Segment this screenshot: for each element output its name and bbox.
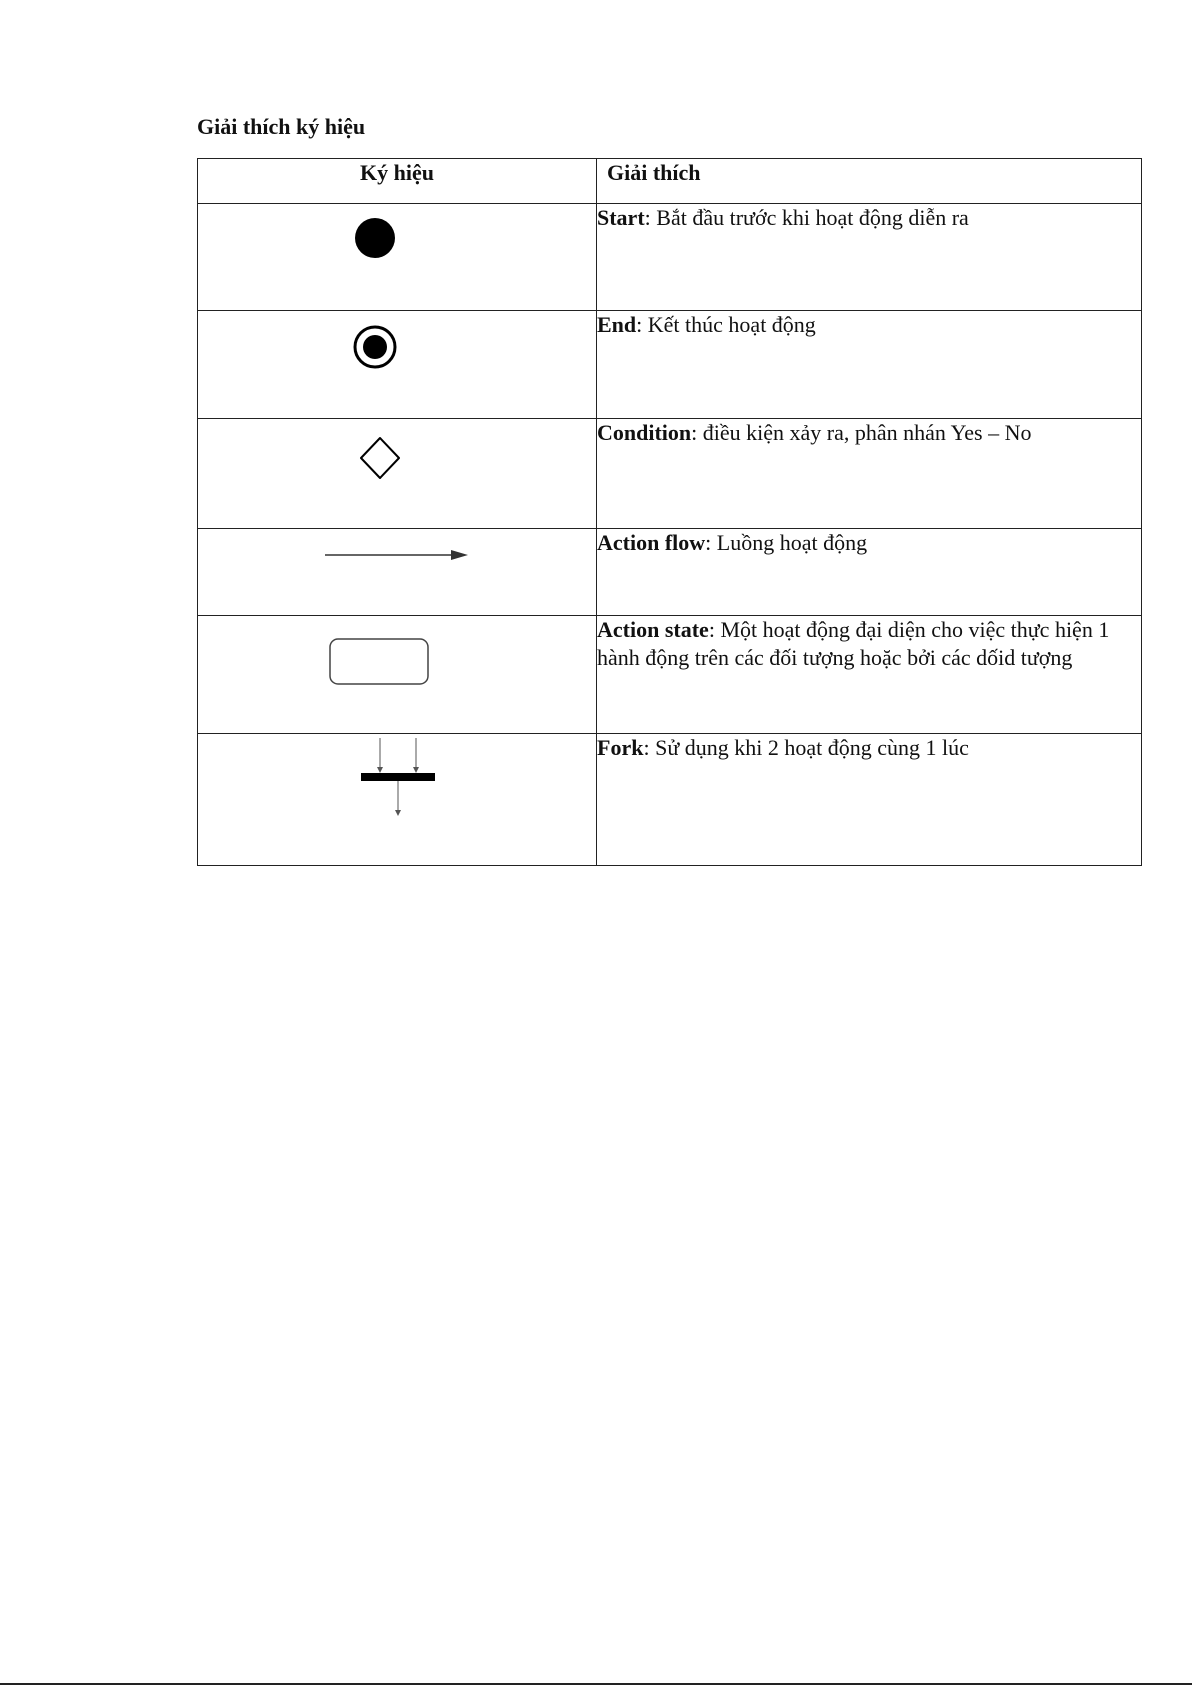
term-label: Fork (597, 735, 644, 760)
filled-circle-icon (198, 204, 597, 310)
table-row (198, 616, 1142, 734)
arrow-right-icon (198, 529, 597, 615)
explanation-column-header: Giải thích (597, 159, 1142, 204)
symbol-cell (198, 734, 597, 866)
table-row (198, 419, 1142, 529)
symbol-column-header: Ký hiệu (198, 159, 597, 204)
symbol-cell (198, 529, 597, 616)
table-row (198, 734, 1142, 866)
table-row (198, 529, 1142, 616)
section-heading: Giải thích ký hiệu (197, 114, 366, 139)
term-label: End (597, 312, 637, 337)
term-description: Bắt đầu trước khi hoạt động diễn ra (656, 205, 969, 230)
term-label: Condition (597, 420, 692, 445)
explanation-cell: Action flow: Luồng hoạt động (597, 529, 1142, 616)
explanation-cell: Action state: Một hoạt động đại diện cho việc thực hiện 1 hành động trên các đối tượng hoặc bởi các dốid tượng (597, 616, 1142, 734)
explanation-cell: Condition: điều kiện xảy ra, phân nhán Yes – No (597, 419, 1142, 529)
fork-bar-icon (198, 734, 597, 865)
table-row (198, 311, 1142, 419)
term-label: Start (597, 205, 645, 230)
term-label: Action state (597, 617, 709, 642)
symbol-legend-table (197, 158, 1142, 866)
diamond-icon (198, 419, 597, 528)
term-description: Sử dụng khi 2 hoạt động cùng 1 lúc (655, 735, 969, 760)
term-description: điều kiện xảy ra, phân nhán Yes – No (702, 420, 1032, 445)
table-row (198, 204, 1142, 311)
bullseye-icon (198, 311, 597, 418)
term-description: Luồng hoạt động (716, 530, 868, 555)
explanation-cell: Fork: Sử dụng khi 2 hoạt động cùng 1 lúc (597, 734, 1142, 866)
symbol-cell (198, 311, 597, 419)
table-header-row (198, 159, 1142, 204)
explanation-cell: Start: Bắt đầu trước khi hoạt động diễn ra (597, 204, 1142, 311)
symbol-cell (198, 616, 597, 734)
rounded-rectangle-icon (198, 616, 597, 733)
term-description: Một hoạt động đại diện cho việc thực hiện 1 hành động trên các đối tượng hoặc bởi các dốid tượng (597, 617, 1110, 670)
explanation-cell: End: Kết thúc hoạt động (597, 311, 1142, 419)
term-label: Action flow (597, 530, 706, 555)
term-description: Kết thúc hoạt động (647, 312, 816, 337)
symbol-cell (198, 204, 597, 311)
symbol-cell (198, 419, 597, 529)
